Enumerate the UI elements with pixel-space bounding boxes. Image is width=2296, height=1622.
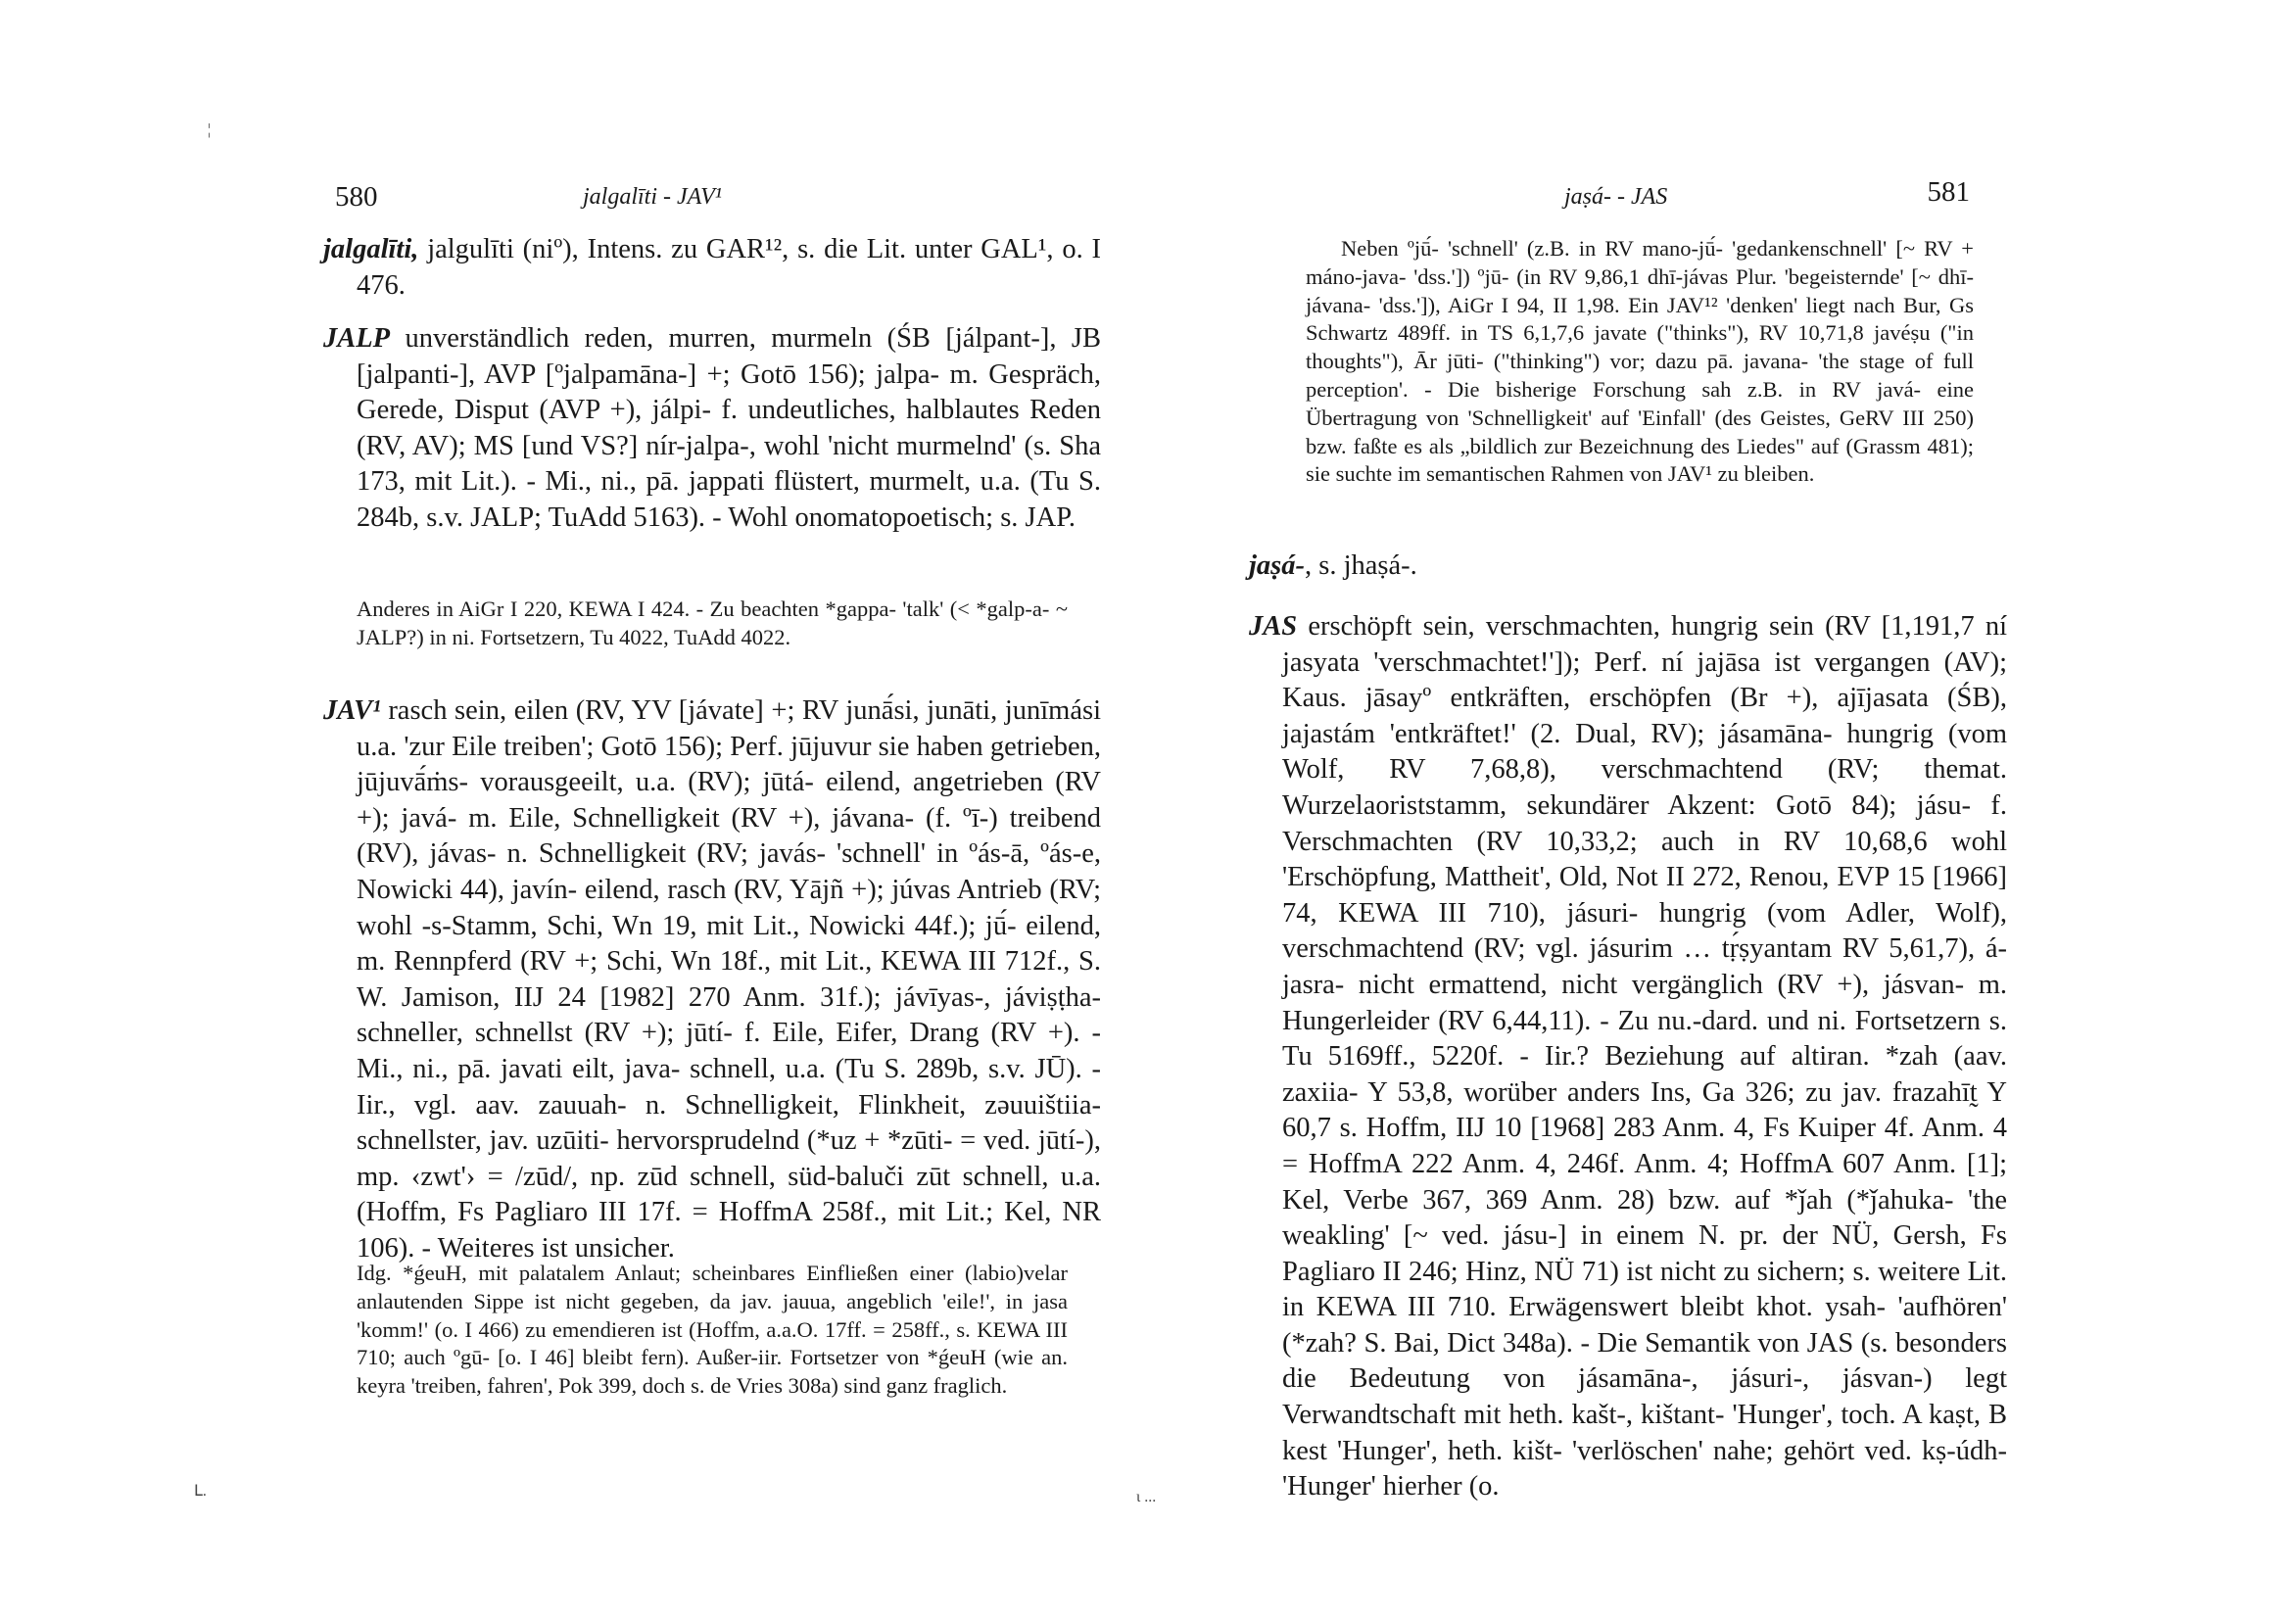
dictionary-entry-jav xyxy=(323,693,1101,1267)
entry-note: Anderes in AiGr I 220, KEWA I 424. - Zu beachten *gappa- 'talk' (< *galp-a- ~ JALP?) in ni. Fortsetzern, Tu 4022, TuAdd 4022. xyxy=(357,596,1068,649)
entry-text: erschöpft sein, verschmachten, hungrig sein (RV [1,191,7 ní jasyata 'verschmachtet!']); Perf. ní jajāsa ist vergangen (AV); Kaus. jāsayº entkräften, erschöpfen (Br +), ajījasata (ŚB), jajastám 'entkräftet!' (2. Dual, RV); jásamāna- hungrig (vom Wolf, RV 7,68,8), verschmachtend (RV; themat. Wurzelaoriststamm, sekundärer Akzent: Gotō 84); jásu- f. Verschmachten (RV 10,33,2; auch in RV 10,68,6 wohl 'Erschöpfung, Mattheit', Old, Not II 272, Renou, EVP 15 [1966] 74, KEWA III 710), jásuri- hungrig (vom Adler, Wolf), verschmachtend (RV; vgl. jásurim … tṛ́ṣyantam RV 5,61,7), á-jasra- nicht ermattend, nicht vergänglich (RV +), jásvan- m. Hungerleider (RV 6,44,11). - Zu nu.-dard. und ni. Fortsetzern s. Tu 5169ff., 5220f. - Iir.? Beziehung auf altiran. *zah (aav. zaxiia- Y 53,8, worüber anders Ins, Ga 326; zu jav. frazahīt̰ Y 60,7 s. Hoffm, IIJ 10 [1968] 283 Anm. 4, Fs Kuiper 4f. Anm. 4 = HoffmA 222 Anm. 4, 246f. Anm. 4; HoffmA 607 Anm. [1]; Kel, Verbe 367, 369 Anm. 28) bzw. auf *ǰah (*ǰahuka- 'the weakling' [~ ved. jásu-] in einem N. pr. der NÜ, Gersh, Fs Pagliaro II 246; Hinz, NÜ 71) ist nicht zu sichern; s. weitere Lit. in KEWA III 710. Erwägenswert bleibt khot. ysah- 'aufhören' (*zah? S. Bai, Dict 348a). - Die Semantik von JAS (s. besonders die Bedeutung von jásamāna-, jásuri-, jásvan-) legt Verwandtschaft mit heth. kašt-, kištant- 'Hunger', toch. A kaṣt, B kest 'Hunger', heth. kišt- 'verlöschen' nahe; gehört ved. kṣ-údh- 'Hunger' hierher (o. xyxy=(1282,611,2007,1503)
scan-mark: ¦ xyxy=(208,121,212,138)
entry-text: unverständlich reden, murren, murmeln (ŚB [jálpant-], JB [jalpanti-], AVP [ºjalpamāna-] +; Gotō 156); jalpa- m. Gespräch, Gerede, Disput (AVP +), jálpi- f. undeutliches, halblautes Reden (RV, AV); MS [und VS?] nír-jalpa-, wohl 'nicht murmelnd' (s. Sha 173, mit Lit.). - Mi., ni., pā. jappati flüstert, murmelt, u.a. (Tu S. 284b, s.v. JALP; TuAdd 5163). - Wohl onomatopoetisch; s. JAP. xyxy=(357,323,1101,533)
dictionary-entry-jasa xyxy=(1249,549,2007,585)
left-page xyxy=(323,0,1101,1622)
entry-note: Neben ºjū́- 'schnell' (z.B. in RV mano-jū́- 'gedankenschnell' [~ RV + máno-java- 'dss.']) ºjū- (in RV 9,86,1 dhī-jávas Plur. 'begeisternde' [~ dhī-jávana- 'dss.']), AiGr I 94, II 1,98. Ein JAV¹² 'denken' liegt nach Bur, Gs Schwartz 489ff. in TS 6,1,7,6 javate ("thinks"), RV 10,71,8 javéṣu ("in thoughts"), Ār jūti- ("thinking") vor; dazu pā. javana- 'the stage of full perception'. - Die bisherige Forschung sah z.B. in RV javá- eine Übertragung von 'Schnelligkeit' auf 'Einfall' (des Geistes, GeRV III 250) bzw. faßte es als „bildlich zur Bezeichnung des Liedes" auf (Grassm 481); sie suchte im semantischen Rahmen von JAV¹ zu bleiben. xyxy=(1306,236,1974,487)
running-head: jaṣá- - JAS xyxy=(1564,184,1668,210)
entry-headword: jaṣá- xyxy=(1249,550,1305,581)
page-number: 581 xyxy=(1927,176,1970,208)
entry-note: Idg. *ǵeuH, mit palatalem Anlaut; scheinbares Einfließen einer (labio)velar anlautenden Sippe ist nicht gegeben, da jav. jauua, angeblich 'eile!', in jasa 'komm!' (o. I 466) zu emendieren ist (Hoffm, a.a.O. 17ff. = 258ff., s. KEWA III 710; auch ºgū- [o. I 46] bleibt fern). Außer-iir. Fortsetzer von *ǵeuH (wie an. keyra 'treiben, fahren', Pok 399, doch s. de Vries 308a) sind ganz fraglich. xyxy=(357,1261,1068,1399)
entry-headword: JAS xyxy=(1249,611,1298,642)
scan-mark: ι ... xyxy=(1136,1489,1157,1505)
entry-text: , s. jhaṣá-. xyxy=(1305,550,1417,581)
scan-mark: ᒪ. xyxy=(194,1483,207,1500)
right-page xyxy=(1249,0,2007,1622)
entry-headword: jalgalīti, xyxy=(323,234,419,264)
dictionary-entry-jalp xyxy=(323,321,1101,537)
running-head: jalgalīti - JAV¹ xyxy=(583,184,722,210)
dictionary-entry-jas xyxy=(1249,609,2007,1505)
entry-text: jalgulīti (niº), Intens. zu GAR¹², s. die Lit. unter GAL¹, o. I 476. xyxy=(357,234,1101,301)
entry-headword: JALP xyxy=(323,323,391,354)
entry-text: rasch sein, eilen (RV, YV [jávate] +; RV junā́si, junāti, junīmási u.a. 'zur Eile treiben'; Gotō 156); Perf. jūjuvur sie haben getrieben, jūjuvā́ṁs- vorausgeeilt, u.a. (RV); jūtá- eilend, angetrieben (RV +); javá- m. Eile, Schnelligkeit (RV +), jávana- (f. ºī-) treibend (RV), jávas- n. Schnelligkeit (RV; javás- 'schnell' in ºás-ā, ºás-e, Nowicki 44), javín- eilend, rasch (RV, Yājñ +); júvas Antrieb (RV; wohl -s-Stamm, Schi, Wn 19, mit Lit., Nowicki 44f.); jū́- eilend, m. Rennpferd (RV +; Schi, Wn 18f., mit Lit., KEWA III 712f., S. W. Jamison, IIJ 24 [1982] 270 Anm. 31f.); jávīyas-, jáviṣṭha- schneller, schnellst (RV +); jūtí- f. Eile, Eifer, Drang (RV +). - Mi., ni., pā. javati eilt, java- schnell, u.a. (Tu S. 289b, s.v. JŪ). - Iir., vgl. aav. zauuah- n. Schnelligkeit, Flinkheit, zəuuištiia- schnellster, jav. uzūiti- hervorsprudelnd (*uz + *zūti- = ved. jūtí-), mp. ‹zwt'› = /zūd/, np. zūd schnell, süd-baluči zūt schnell, u.a. (Hoffm, Fs Pagliaro III 17f. = HoffmA 258f., mit Lit.; Kel, NR 106). - Weiteres ist unsicher. xyxy=(357,695,1101,1264)
entry-headword: JAV¹ xyxy=(323,695,381,726)
dictionary-entry-jalgaliti xyxy=(323,232,1101,304)
page-number: 580 xyxy=(335,181,378,213)
